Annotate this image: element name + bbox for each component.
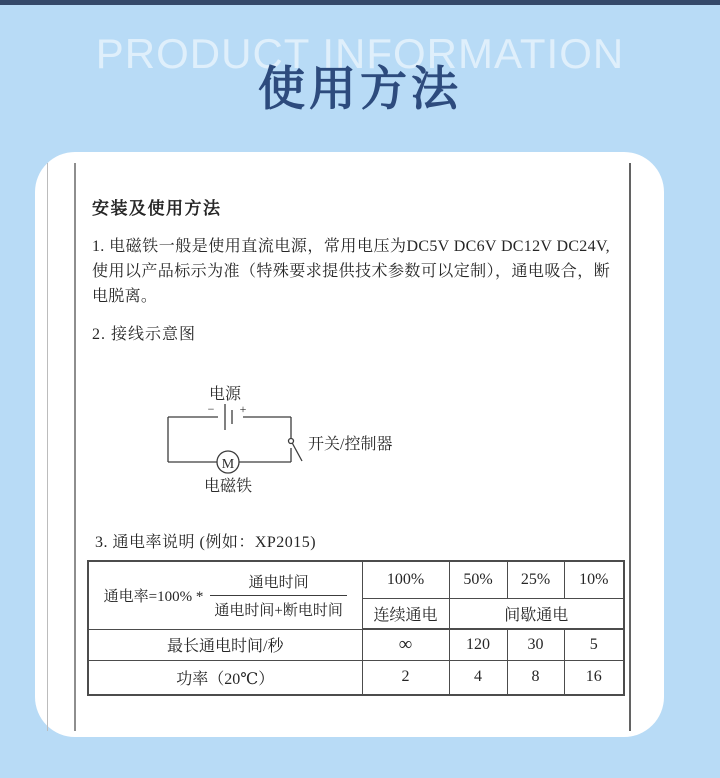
formula-cell bbox=[88, 561, 362, 629]
duty-formula bbox=[89, 571, 362, 620]
wiring-diagram bbox=[153, 377, 483, 502]
label-wiring-diagram: 2. 接线示意图 bbox=[92, 326, 197, 343]
label-duty-cycle: 3. 通电率说明 (例如：XP2015) bbox=[95, 534, 317, 551]
page-title: 使用方法 bbox=[258, 62, 462, 115]
switch-blade bbox=[293, 444, 303, 462]
table-row-power bbox=[88, 660, 624, 695]
section-heading: 安装及使用方法 bbox=[92, 199, 222, 218]
table-cell: 5 bbox=[564, 629, 624, 660]
duty-cycle-table bbox=[87, 560, 625, 696]
switch-pivot bbox=[289, 439, 294, 444]
paragraph-power-usage: 1. 电磁铁一般是使用直流电源，常用电压为DC5V DC6V DC12V DC24V, 使用以产品标示为准（特殊要求提供技术参数可以定制），通电吸合，断电脱离。 bbox=[92, 238, 610, 305]
table-cell: 30 bbox=[507, 629, 564, 660]
table-cell: 4 bbox=[449, 660, 507, 695]
table-cell: 2 bbox=[362, 660, 449, 695]
percent-header-10: 10% bbox=[564, 561, 624, 598]
battery-plus-sign: + bbox=[239, 402, 247, 416]
row-label: 功率（20℃） bbox=[88, 660, 362, 695]
switch-label: 开关/控制器 bbox=[308, 436, 393, 453]
table-cell: 8 bbox=[507, 660, 564, 695]
percent-header-50: 50% bbox=[449, 561, 507, 598]
intermittent-mode-cell: 间歇通电 bbox=[449, 598, 624, 629]
table-cell: 16 bbox=[564, 660, 624, 695]
row-label: 最长通电时间/秒 bbox=[88, 629, 362, 660]
electromagnet-label: 电磁铁 bbox=[203, 478, 253, 495]
power-source-label: 电源 bbox=[208, 386, 242, 403]
table-cell: 120 bbox=[449, 629, 507, 660]
formula-fraction bbox=[210, 571, 346, 620]
scan-edge-line-left-outer bbox=[47, 163, 48, 731]
formula-prefix: 通电率=100% * bbox=[103, 588, 204, 605]
table-row-max-time bbox=[88, 629, 624, 660]
battery-minus-sign: − bbox=[207, 402, 215, 416]
instruction-card bbox=[35, 152, 664, 737]
table-cell: ∞ bbox=[362, 629, 449, 660]
scan-edge-line-right bbox=[629, 163, 631, 731]
table-header-row-percents bbox=[88, 561, 624, 598]
watermark-text: PRODUCT INFORMATION bbox=[95, 30, 625, 77]
scan-edge-line-left-inner bbox=[74, 163, 76, 731]
fraction-numerator: 通电时间 bbox=[210, 571, 346, 596]
continuous-mode-cell: 连续通电 bbox=[362, 598, 449, 629]
percent-header-25: 25% bbox=[507, 561, 564, 598]
fraction-denominator: 通电时间+断电时间 bbox=[214, 602, 343, 619]
top-accent-bar bbox=[0, 0, 720, 5]
motor-letter: M bbox=[221, 457, 235, 472]
percent-header-100: 100% bbox=[362, 561, 449, 598]
